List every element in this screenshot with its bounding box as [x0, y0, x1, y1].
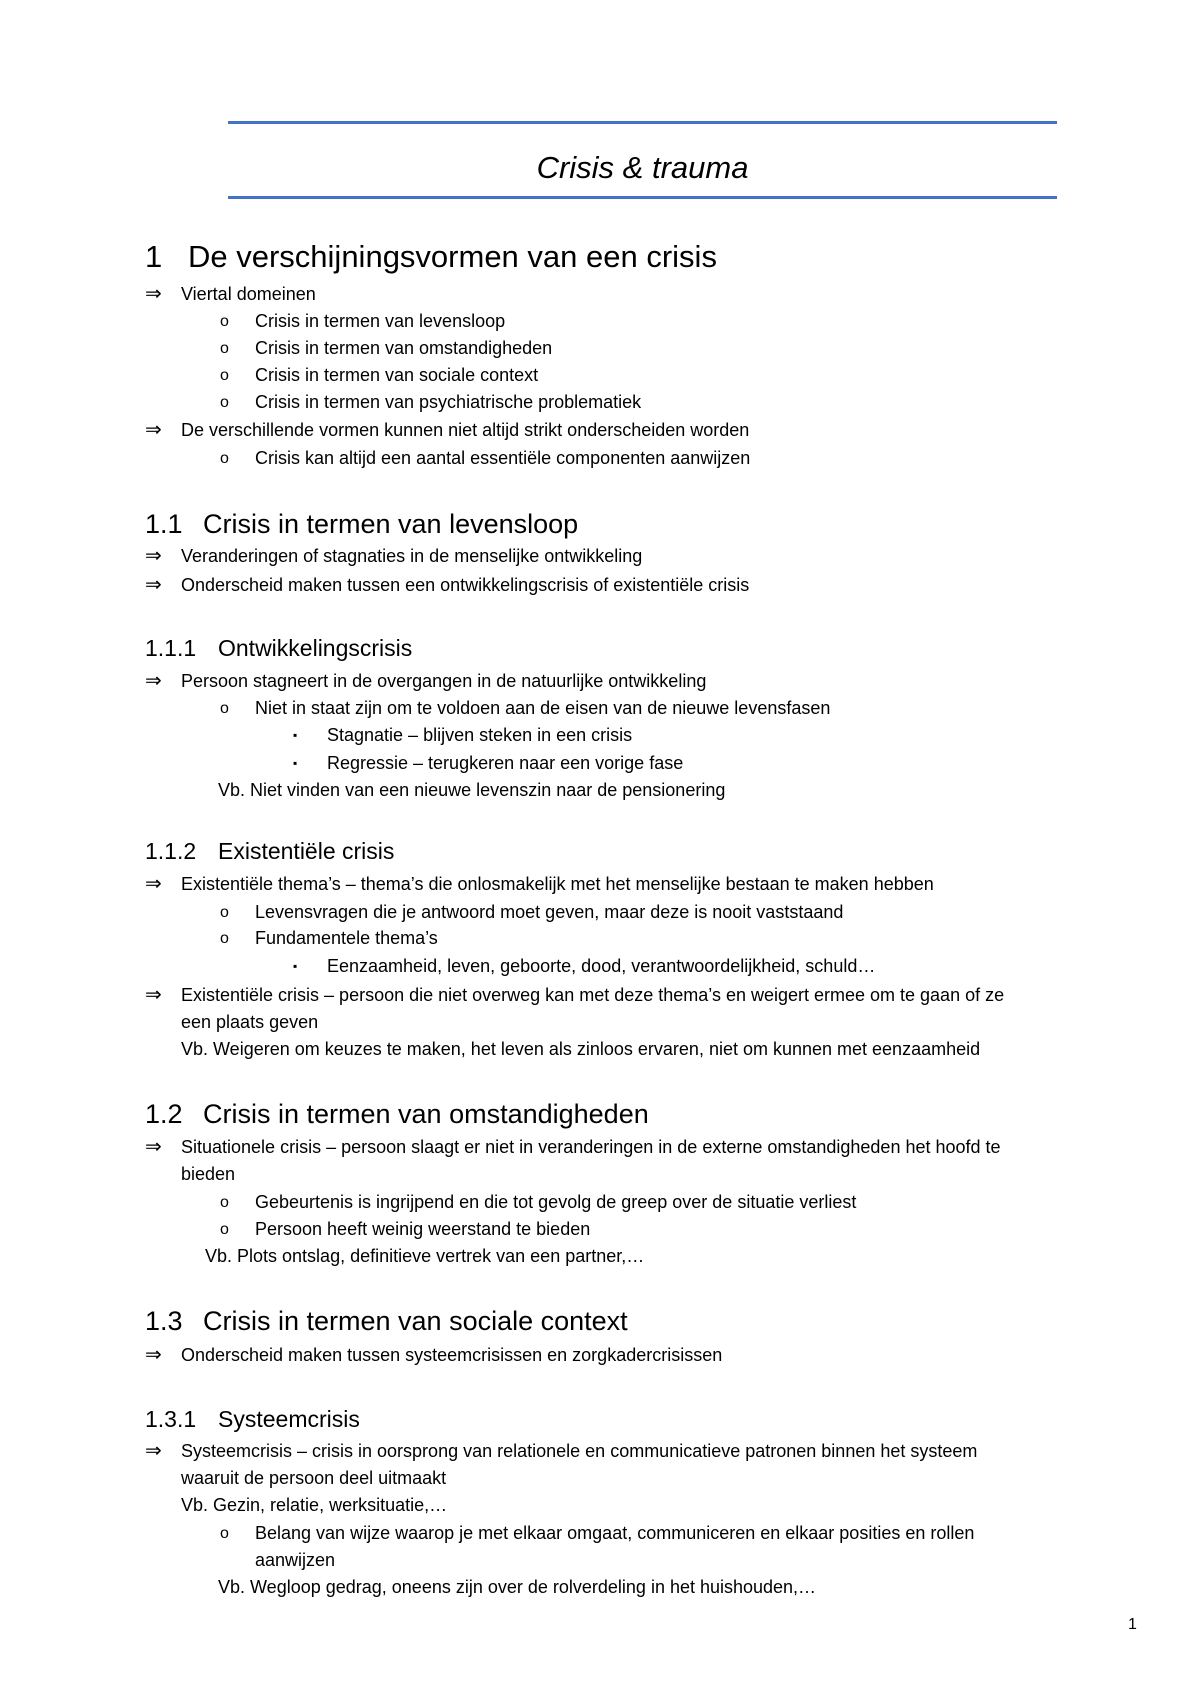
title-rule-bottom	[228, 196, 1057, 199]
heading-number: 1.1	[145, 509, 183, 539]
arrow-bullet: ⇒	[145, 984, 162, 1006]
arrow-bullet: ⇒	[145, 873, 162, 895]
list-item: Persoon stagneert in de overgangen in de natuurlijke ontwikkeling	[181, 671, 707, 691]
circle-bullet: o	[220, 340, 229, 357]
page-number: 1	[1128, 1616, 1137, 1633]
example-line: Vb. Wegloop gedrag, oneens zijn over de rolverdeling in het huishouden,…	[218, 1577, 817, 1597]
example-line: Vb. Niet vinden van een nieuwe levenszin naar de pensionering	[218, 780, 726, 800]
heading-1-1	[145, 507, 578, 541]
heading-number: 1.2	[145, 1099, 183, 1129]
list-item: Niet in staat zijn om te voldoen aan de eisen van de nieuwe levensfasen	[255, 698, 831, 718]
list-item: Gebeurtenis is ingrijpend en die tot gevolg de greep over de situatie verliest	[255, 1192, 857, 1212]
heading-1	[145, 238, 717, 276]
list-item: Veranderingen of stagnaties in de menselijke ontwikkeling	[181, 546, 643, 566]
list-item: Crisis kan altijd een aantal essentiële componenten aanwijzen	[255, 448, 751, 468]
circle-bullet: o	[220, 367, 229, 384]
list-item-continued: waaruit de persoon deel uitmaakt	[181, 1468, 447, 1488]
title-rule-top	[228, 121, 1057, 124]
heading-1-1-1	[145, 633, 412, 663]
heading-1-3	[145, 1304, 628, 1338]
arrow-bullet: ⇒	[145, 1440, 162, 1462]
list-item: Situationele crisis – persoon slaagt er niet in veranderingen in de externe omstandigheden het hoofd te	[181, 1137, 1001, 1157]
square-bullet: ▪	[293, 756, 298, 770]
list-item: Existentiële crisis – persoon die niet overweg kan met deze thema’s en weigert ermee om te gaan of ze	[181, 985, 1005, 1005]
list-item: De verschillende vormen kunnen niet altijd strikt onderscheiden worden	[181, 420, 750, 440]
heading-text: Existentiële crisis	[218, 838, 395, 864]
arrow-bullet: ⇒	[145, 1136, 162, 1158]
list-item: Existentiële thema’s – thema’s die onlosmakelijk met het menselijke bestaan te maken hebben	[181, 874, 934, 894]
list-item: Crisis in termen van levensloop	[255, 311, 506, 331]
heading-text: Crisis in termen van sociale context	[203, 1306, 628, 1336]
circle-bullet: o	[220, 904, 229, 921]
arrow-bullet: ⇒	[145, 574, 162, 596]
heading-1-3-1	[145, 1404, 360, 1434]
heading-number: 1.1.1	[145, 635, 197, 661]
circle-bullet: o	[220, 313, 229, 330]
heading-1-1-2	[145, 836, 394, 866]
circle-bullet: o	[220, 1525, 229, 1542]
list-item: Viertal domeinen	[181, 284, 316, 304]
heading-1-2	[145, 1097, 649, 1131]
list-item: Levensvragen die je antwoord moet geven, maar deze is nooit vaststaand	[255, 902, 844, 922]
list-item: Persoon heeft weinig weerstand te bieden	[255, 1219, 591, 1239]
heading-text: Ontwikkelingscrisis	[218, 635, 413, 661]
list-item: Fundamentele thema’s	[255, 928, 438, 948]
heading-number: 1.3.1	[145, 1406, 197, 1432]
list-item: Crisis in termen van sociale context	[255, 365, 539, 385]
arrow-bullet: ⇒	[145, 283, 162, 305]
heading-number: 1.3	[145, 1306, 183, 1336]
arrow-bullet: ⇒	[145, 670, 162, 692]
circle-bullet: o	[220, 1221, 229, 1238]
heading-text: Crisis in termen van levensloop	[203, 509, 579, 539]
document-title: Crisis & trauma	[536, 150, 749, 185]
example-line: Vb. Gezin, relatie, werksituatie,…	[181, 1495, 448, 1515]
list-item-continued: aanwijzen	[255, 1550, 336, 1570]
square-bullet: ▪	[293, 728, 298, 742]
list-item: Crisis in termen van omstandigheden	[255, 338, 553, 358]
heading-number: 1.1.2	[145, 838, 197, 864]
circle-bullet: o	[220, 1194, 229, 1211]
list-item-continued: bieden	[181, 1164, 236, 1184]
list-item: Onderscheid maken tussen een ontwikkelingscrisis of existentiële crisis	[181, 575, 750, 595]
list-item: Systeemcrisis – crisis in oorsprong van relationele en communicatieve patronen binnen het systeem	[181, 1441, 978, 1461]
list-item: Onderscheid maken tussen systeemcrisissen en zorgkadercrisissen	[181, 1345, 723, 1365]
list-item: Crisis in termen van psychiatrische problematiek	[255, 392, 642, 412]
heading-text: De verschijningsvormen van een crisis	[188, 239, 717, 274]
list-item: Regressie – terugkeren naar een vorige fase	[327, 753, 684, 773]
circle-bullet: o	[220, 700, 229, 717]
circle-bullet: o	[220, 394, 229, 411]
example-line: Vb. Plots ontslag, definitieve vertrek van een partner,…	[205, 1246, 645, 1266]
circle-bullet: o	[220, 450, 229, 467]
list-item: Stagnatie – blijven steken in een crisis	[327, 725, 633, 745]
list-item: Belang van wijze waarop je met elkaar omgaat, communiceren en elkaar posities en rollen	[255, 1523, 975, 1543]
heading-number: 1	[145, 239, 163, 274]
list-item-continued: een plaats geven	[181, 1012, 319, 1032]
circle-bullet: o	[220, 930, 229, 947]
arrow-bullet: ⇒	[145, 1344, 162, 1366]
arrow-bullet: ⇒	[145, 419, 162, 441]
arrow-bullet: ⇒	[145, 545, 162, 567]
example-line: Vb. Weigeren om keuzes te maken, het leven als zinloos ervaren, niet om kunnen met eenzaamheid	[181, 1039, 981, 1059]
square-bullet: ▪	[293, 959, 298, 973]
heading-text: Crisis in termen van omstandigheden	[203, 1099, 649, 1129]
heading-text: Systeemcrisis	[218, 1406, 360, 1432]
list-item: Eenzaamheid, leven, geboorte, dood, verantwoordelijkheid, schuld…	[327, 956, 876, 976]
